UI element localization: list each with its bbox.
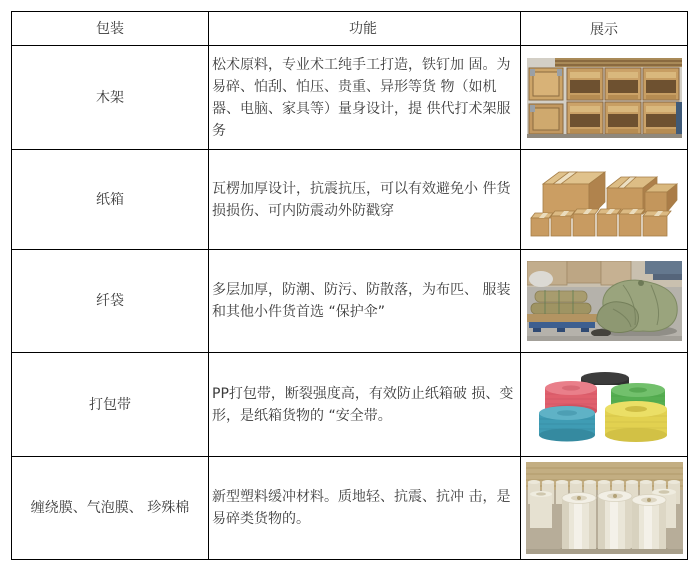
wooden-crates-photo — [527, 58, 682, 138]
packaging-name: 打包带 — [89, 396, 131, 413]
photo-cell — [520, 46, 687, 149]
film-rolls-photo — [526, 462, 683, 554]
function-description: 多层加厚，防潮、防污、防散落，为布匹、 服装和其他小件货首选 “保护伞” — [208, 250, 520, 352]
photo-cell — [520, 353, 687, 456]
photo-cell — [520, 150, 687, 249]
photo-cell — [520, 250, 687, 352]
packaging-name: 纸箱 — [96, 191, 124, 208]
header-display: 展示 — [520, 12, 687, 45]
table-row — [12, 45, 687, 149]
function-description: PP打包带，断裂强度高，有效防止纸箱破 损、变形，是纸箱货物的 “安全带。 — [208, 353, 520, 456]
function-description: 瓦楞加厚设计，抗震抗压，可以有效避免小 件货损损伤、可内防震动外防戳穿 — [208, 150, 520, 249]
table-header-row — [12, 12, 687, 45]
table-row — [12, 249, 687, 352]
function-description: 新型塑料缓冲材料。质地轻、抗震、抗冲 击，是易碎类货物的。 — [208, 457, 520, 559]
packaging-info-table — [11, 11, 688, 560]
cardboard-boxes-photo — [527, 160, 682, 240]
table-row — [12, 149, 687, 249]
photo-cell — [520, 457, 687, 559]
woven-bags-photo — [527, 261, 682, 341]
header-function: 功能 — [208, 12, 520, 45]
table-row — [12, 352, 687, 456]
packaging-name: 纤袋 — [96, 293, 124, 309]
packaging-name: 缠绕膜、气泡膜、 珍殊棉 — [30, 500, 190, 516]
strap-rolls-photo — [527, 365, 682, 445]
packaging-name: 木架 — [96, 89, 124, 106]
table-row — [12, 456, 687, 559]
header-packaging: 包装 — [96, 20, 124, 37]
function-description: 松术原料，专业术工纯手工打造，铁钉加 固。为易碎、怕刮、怕压、贵重、异形等货 物（如机器、电脑、家具等）量身设计，提 供代打术架服务 — [208, 46, 520, 149]
